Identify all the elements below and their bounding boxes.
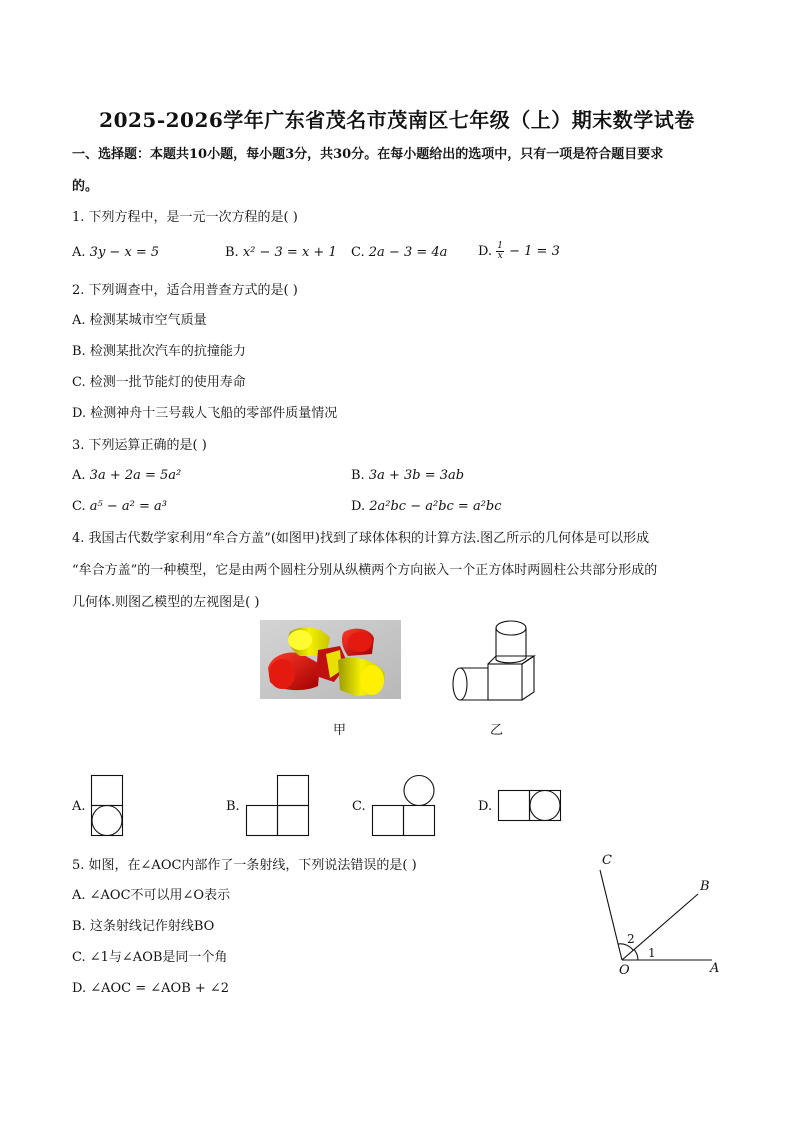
figure-jia-caption: 甲 [333,723,347,738]
q5-option-c: C. ∠1与∠AOB是同一个角 [72,950,228,965]
option-math: 3y − x = 5 [89,245,160,260]
fraction-numerator: 1 [497,241,503,251]
figure-yi-caption: 乙 [490,723,504,738]
q2-option-b: B. 检测某批次汽车的抗撞能力 [72,344,246,359]
option-label: B. [225,245,239,260]
q3-option-d [351,498,502,516]
q4-option-a-figure [90,774,126,838]
q2-option-a: A. 检测某城市空气质量 [72,313,207,328]
section-heading-cont: 的。 [72,179,99,194]
q3-option-a [72,467,181,485]
option-math: 2a²bc − a²bc = a²bc [369,499,502,514]
q5-option-a: A. ∠AOC不可以用∠O表示 [72,888,231,903]
q1-option-a [72,244,159,262]
option-math: x² − 3 = x + 1 [242,245,337,260]
q4-option-b-figure [244,774,310,838]
label-b: B [700,879,710,894]
ray-ob [622,894,698,960]
q1-option-b [225,244,337,262]
label-angle-2: 2 [627,932,635,946]
q4-option-c-figure [370,774,438,838]
q4-option-b-label: B. [226,799,240,814]
q2-option-d: D. 检测神舟十三号载人飞船的零部件质量情况 [72,406,338,421]
q4-option-c-label: C. [352,799,366,814]
label-angle-1: 1 [648,946,656,960]
q2-stem: 2. 下列调查中，适合用普查方式的是( ) [72,283,298,298]
label-o: O [619,963,630,978]
q1-option-c [351,244,447,262]
fraction-denominator: x [497,251,503,261]
q5-stem: 5. 如图，在∠AOC内部作了一条射线，下列说法错误的是( ) [72,858,417,873]
q4-stem-line3: 几何体.则图乙模型的左视图是( ) [72,595,260,610]
q5-option-d: D. ∠AOC = ∠AOB + ∠2 [72,981,230,996]
q2-option-c: C. 检测一批节能灯的使用寿命 [72,375,246,390]
q3-stem: 3. 下列运算正确的是( ) [72,438,207,453]
q3-option-c [72,498,167,516]
q3-option-b [351,467,464,485]
option-label: C. [351,245,365,260]
option-label: C. [72,499,86,514]
option-math: a⁵ − a² = a³ [89,499,167,514]
q5-option-b: B. 这条射线记作射线BO [72,919,215,934]
q4-option-d-label: D. [478,799,493,814]
q4-option-d-figure [496,788,564,824]
option-math: 3a + 3b = 3ab [368,468,465,483]
option-label: D. [478,244,493,259]
option-label: B. [351,468,365,483]
option-math: 3a + 2a = 5a² [89,468,182,483]
figure-yi-diagram [448,616,544,706]
ray-oc [600,870,622,960]
label-c: C [602,853,612,868]
option-math: 2a − 3 = 4a [368,245,448,260]
option-label: A. [72,468,86,483]
q4-stem-line2: “牟合方盖”的一种模型，它是由两个圆柱分别从纵横两个方向嵌入一个正方体时两圆柱公共部分形成的 [72,563,658,578]
q1-option-d [478,242,560,261]
angle-1-arc [634,950,638,961]
section-heading: 一、选择题：本题共10小题，每小题3分，共30分。在每小题给出的选项中，只有一项是符合题目要求 [72,147,664,162]
q4-option-a-label: A. [72,799,86,814]
fraction [496,242,504,261]
q4-stem-line1: 4. 我国古代数学家利用“牟合方盖”(如图甲)找到了球体体积的计算方法.图乙所示的几何体是可以形成 [72,531,650,546]
option-math: − 1 = 3 [509,244,560,259]
figure-jia-image [260,620,401,699]
option-label: A. [72,245,86,260]
page-title: 2025-2026学年广东省茂名市茂南区七年级（上）期末数学试卷 [99,108,695,132]
option-label: D. [351,499,366,514]
q1-stem: 1. 下列方程中，是一元一次方程的是( ) [72,210,298,225]
label-a: A [710,961,720,976]
angle-figure [590,850,730,980]
